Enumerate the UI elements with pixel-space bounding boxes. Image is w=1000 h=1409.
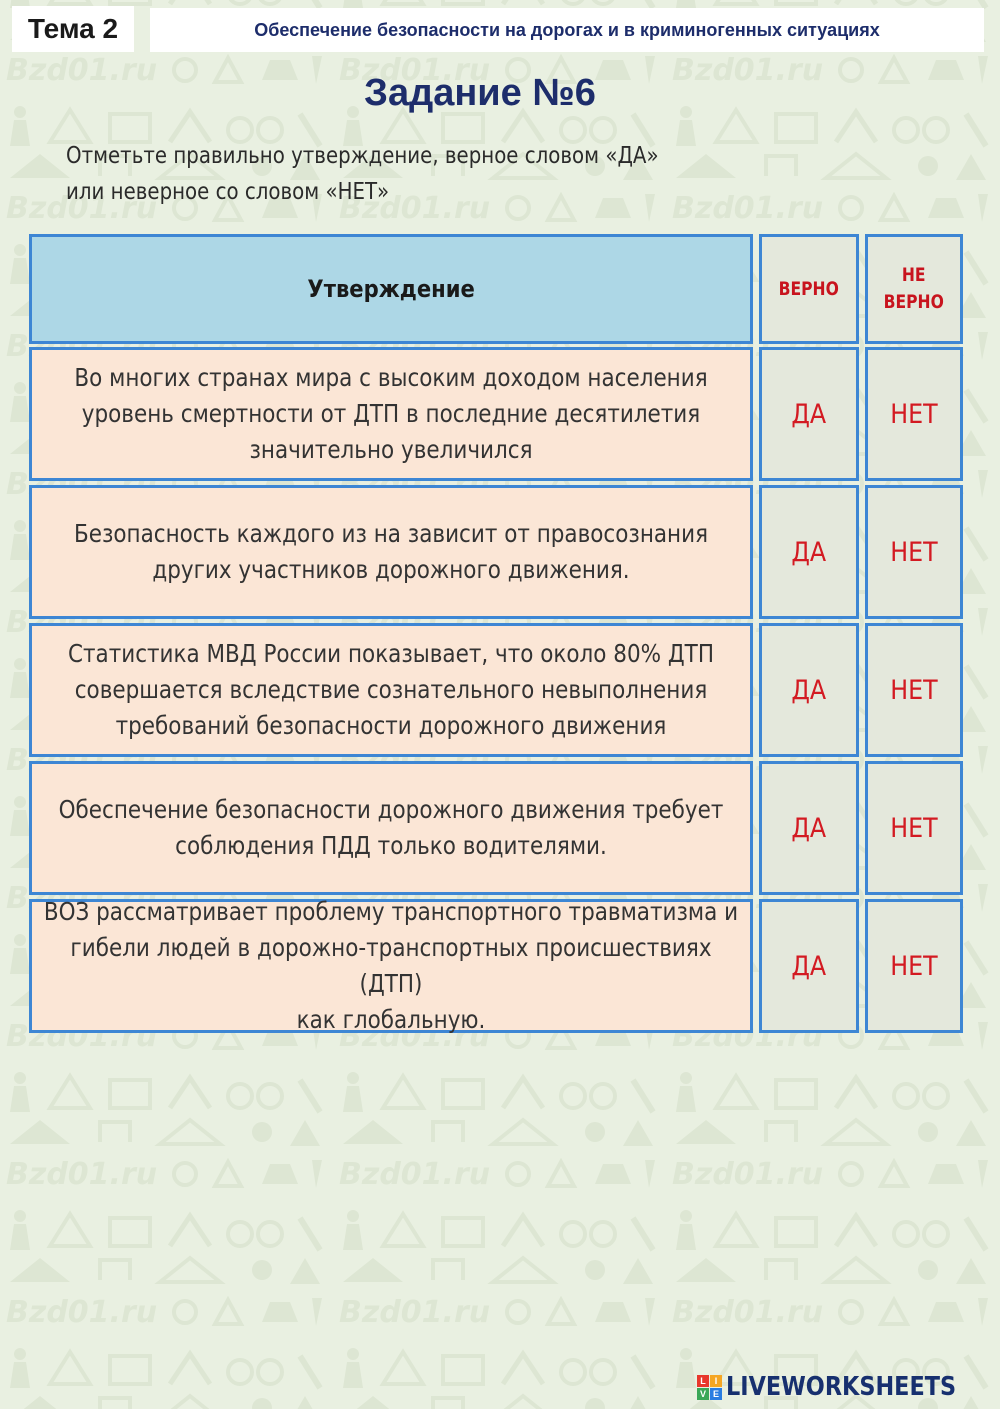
answer-no-4[interactable] — [865, 761, 963, 895]
header-false-line-1: НЕ — [902, 264, 926, 286]
statement-4-line-1: Обеспечение безопасности дорожного движения требует — [58, 795, 724, 824]
liveworksheets-text: LIVEWORKSHEETS — [726, 1372, 957, 1402]
header-false-label — [884, 262, 944, 316]
statement-row-4 — [29, 761, 753, 895]
header-statement-cell — [29, 234, 753, 344]
statement-3-line-2: совершается вследствие сознательного невыполнения — [74, 675, 708, 704]
answer-yes-1[interactable] — [759, 347, 859, 481]
logo-letter-i: I — [710, 1375, 722, 1387]
statement-3-line-1: Статистика МВД России показывает, что около 80% ДТП — [67, 639, 714, 668]
logo-letter-v: V — [697, 1388, 709, 1400]
statement-1-line-3: значительно увеличился — [249, 435, 533, 464]
answer-no-5-label: НЕТ — [890, 950, 938, 982]
statement-text-2 — [42, 516, 740, 588]
topic-badge: Тема 2 — [12, 6, 134, 52]
answer-yes-5-label: ДА — [791, 950, 827, 982]
answer-yes-3[interactable] — [759, 623, 859, 757]
statement-3-line-3: требований безопасности дорожного движения — [115, 711, 667, 740]
statement-text-4 — [42, 792, 740, 864]
header-false-line-2: ВЕРНО — [883, 291, 945, 313]
statement-5-line-1: ВОЗ рассматривает проблему транспортного травматизма и — [43, 897, 739, 926]
header-true-label: ВЕРНО — [778, 277, 840, 300]
statement-row-2 — [29, 485, 753, 619]
statement-1-line-1: Во многих странах мира с высоким доходом населения — [74, 363, 708, 392]
statement-text-1 — [42, 360, 740, 468]
answer-yes-5[interactable] — [759, 899, 859, 1033]
header-false-cell — [865, 234, 963, 344]
topic-title: Обеспечение безопасности на дорогах и в криминогенных ситуациях — [150, 8, 984, 52]
answer-no-4-label: НЕТ — [890, 812, 938, 844]
answer-no-2[interactable] — [865, 485, 963, 619]
statement-2-line-2: других участников дорожного движения. — [152, 555, 630, 584]
answer-no-3-label: НЕТ — [890, 674, 938, 706]
answer-yes-4[interactable] — [759, 761, 859, 895]
answer-no-2-label: НЕТ — [890, 536, 938, 568]
instruction-line-2: или неверное со словом «НЕТ» — [66, 179, 390, 205]
statement-row-3 — [29, 623, 753, 757]
logo-letter-l: L — [697, 1375, 709, 1387]
header-statement-label: Утверждение — [307, 275, 475, 303]
answer-yes-2-label: ДА — [791, 536, 827, 568]
task-title: Задание №6 — [364, 72, 596, 114]
logo-letter-e: E — [710, 1388, 722, 1400]
answer-yes-2[interactable] — [759, 485, 859, 619]
header-true-cell — [759, 234, 859, 344]
statement-4-line-2: соблюдения ПДД только водителями. — [175, 831, 607, 860]
statement-text-3 — [42, 636, 740, 744]
instruction-line-1: Отметьте правильно утверждение, верное словом «ДА» — [66, 143, 659, 169]
answer-no-1[interactable] — [865, 347, 963, 481]
answer-yes-1-label: ДА — [791, 398, 827, 430]
statement-text-5 — [42, 894, 740, 1038]
statement-row-1 — [29, 347, 753, 481]
statement-row-5 — [29, 899, 753, 1033]
answer-yes-4-label: ДА — [791, 812, 827, 844]
answer-no-3[interactable] — [865, 623, 963, 757]
answer-no-5[interactable] — [865, 899, 963, 1033]
liveworksheets-brand[interactable] — [697, 1372, 994, 1402]
statement-2-line-1: Безопасность каждого из на зависит от правосознания — [73, 519, 709, 548]
liveworksheets-logo-icon — [697, 1375, 722, 1400]
statement-5-line-2: гибели людей в дорожно-транспортных происшествиях (ДТП) — [70, 933, 712, 998]
statement-5-line-3: как глобальную. — [296, 1005, 486, 1034]
answer-yes-3-label: ДА — [791, 674, 827, 706]
statement-1-line-2: уровень смертности от ДТП в последние десятилетия — [81, 399, 701, 428]
answer-no-1-label: НЕТ — [890, 398, 938, 430]
task-instruction — [66, 138, 754, 210]
